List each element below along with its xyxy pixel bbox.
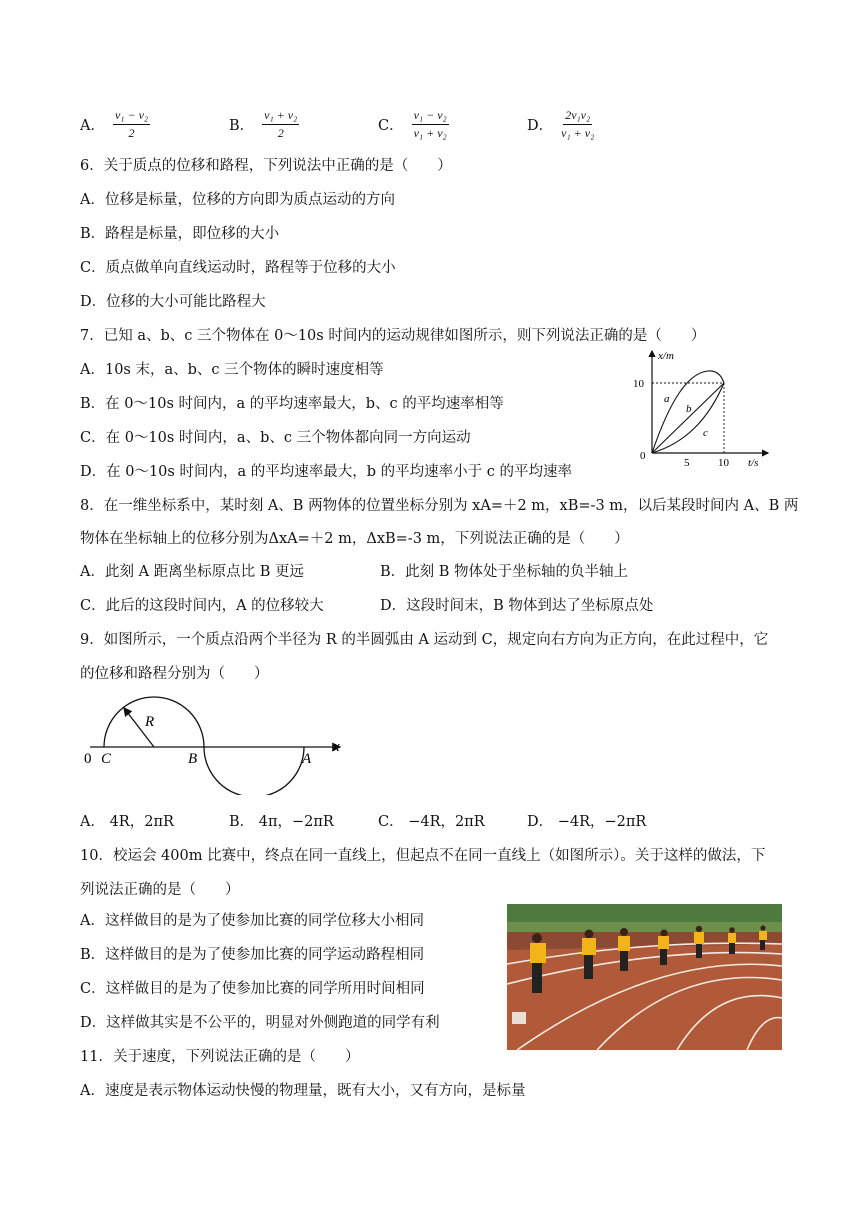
q10-stem-line1: 10．校运会 400m 比赛中，终点在同一直线上，但起点不在同一直线上（如图所示）。关于这样的做法，下 xyxy=(80,848,766,864)
q9-option-d: D． −4R，−2πR xyxy=(527,814,647,830)
q8-stem-line1: 8．在一维坐标系中，某时刻 A、B 两物体的位置坐标分别为 xA=＋2 m，xB=-3 m，以后某段时间内 A、B 两 xyxy=(80,498,799,514)
y-axis-label: x/m xyxy=(658,350,674,362)
x-axis-label: x xyxy=(333,739,340,755)
q7-option-c: C．在 0～10s 时间内，a、b、c 三个物体都向同一方向运动 xyxy=(80,430,471,446)
q9-option-a: A． 4R，2πR xyxy=(80,814,174,830)
fraction-c: $\frac{\text{v₁ − v₂}}{\text{v₁ + v₂}}$ xyxy=(413,108,447,140)
q8-stem-line2: 物体在坐标轴上的位移分别为ΔxA=＋2 m，ΔxB=-3 m，下列说法正确的是（ ） xyxy=(80,531,629,547)
q7-option-d: D．在 0～10s 时间内，a 的平均速率最大，b 的平均速率小于 c 的平均速率 xyxy=(80,464,572,480)
q10-option-c: C．这样做目的是为了使参加比赛的同学所用时间相同 xyxy=(80,981,425,997)
q8-option-c: C．此后的这段时间内，A 的位移较大 xyxy=(80,598,324,614)
q10-option-d: D．这样做其实是不公平的，明显对外侧跑道的同学有利 xyxy=(80,1015,440,1031)
radius-label: R xyxy=(145,714,155,730)
q9-stem-line1: 9．如图所示，一个质点沿两个半径为 R 的半圆弧由 A 运动到 C，规定向右方向为正方向，在此过程中，它 xyxy=(80,632,769,648)
point-b-label: B xyxy=(188,751,198,767)
lower-semicircle xyxy=(204,747,304,795)
q8-option-d: D．这段时间末，B 物体到达了坐标原点处 xyxy=(380,598,654,614)
q5-option-d: D． $\frac{\text{2v₁v₂}}{\text{v₁ + v₂}}$ xyxy=(527,108,595,140)
q5-option-a: A． $\frac{\text{v₁ − v₂}}{2}$ xyxy=(80,108,149,140)
point-c-label: C xyxy=(101,751,112,767)
q5-option-c: C． $\frac{\text{v₁ − v₂}}{\text{v₁ + v₂}}$ xyxy=(378,108,447,140)
q10-option-a: A．这样做目的是为了使参加比赛的同学位移大小相同 xyxy=(80,913,424,929)
q9-option-b: B． 4π，−2πR xyxy=(229,814,334,830)
fraction-a: $\frac{\text{v₁ − v₂}}{2}$ xyxy=(114,108,149,140)
q11-stem: 11．关于速度，下列说法正确的是（ ） xyxy=(80,1049,360,1065)
q6-option-d: D．位移的大小可能比路程大 xyxy=(80,294,266,310)
fraction-b: $\frac{\text{v₁ + v₂}}{2}$ xyxy=(264,108,298,140)
q10-option-b: B．这样做目的是为了使参加比赛的同学运动路程相同 xyxy=(80,947,425,963)
point-a-label: A xyxy=(302,751,312,767)
q6-option-a: A．位移是标量，位移的方向即为质点运动的方向 xyxy=(80,192,395,208)
q7-stem: 7．已知 a、b、c 三个物体在 0～10s 时间内的运动规律如图所示，则下列说法正确的是（ ） xyxy=(80,328,706,344)
fraction-d: $\frac{\text{2v₁v₂}}{\text{v₁ + v₂}}$ xyxy=(561,108,595,140)
x-tick-5: 5 xyxy=(684,457,690,469)
q9-stem-line2: 的位移和路程分别为（ ） xyxy=(80,666,269,682)
curve-c-label: c xyxy=(703,427,708,439)
q8-option-a: A．此刻 A 距离坐标原点比 B 更远 xyxy=(80,564,305,580)
q6-option-b: B．路程是标量，即位移的大小 xyxy=(80,226,280,242)
curve-a-label: a xyxy=(664,393,670,405)
q5-option-b: B． $\frac{\text{v₁ + v₂}}{2}$ xyxy=(229,108,298,140)
q7-option-b: B．在 0～10s 时间内，a 的平均速率最大，b、c 的平均速率相等 xyxy=(80,396,504,412)
line-b xyxy=(652,383,724,453)
origin-label: 0 xyxy=(640,450,646,462)
q6-option-c: C．质点做单向直线运动时，路程等于位移的大小 xyxy=(80,260,396,276)
q11-option-a: A．速度是表示物体运动快慢的物理量，既有大小，又有方向，是标量 xyxy=(80,1083,526,1099)
q7-xt-graph xyxy=(630,345,775,470)
q10-stem-line2: 列说法正确的是（ ） xyxy=(80,882,240,898)
q9-option-c: C． −4R，2πR xyxy=(378,814,485,830)
q7-option-a: A．10s 末，a、b、c 三个物体的瞬时速度相等 xyxy=(80,362,384,378)
y-tick-10: 10 xyxy=(633,378,644,390)
q9-semicircle-figure xyxy=(80,695,350,795)
q6-stem: 6．关于质点的位移和路程，下列说法中正确的是（ ） xyxy=(80,158,452,174)
curve-b-label: b xyxy=(686,403,692,415)
running-track-photo xyxy=(507,904,782,1050)
q8-option-b: B．此刻 B 物体处于坐标轴的负半轴上 xyxy=(380,564,629,580)
x-tick-10: 10 xyxy=(718,457,729,469)
origin-label: 0 xyxy=(84,751,92,767)
x-axis-label: t/s xyxy=(748,457,759,469)
